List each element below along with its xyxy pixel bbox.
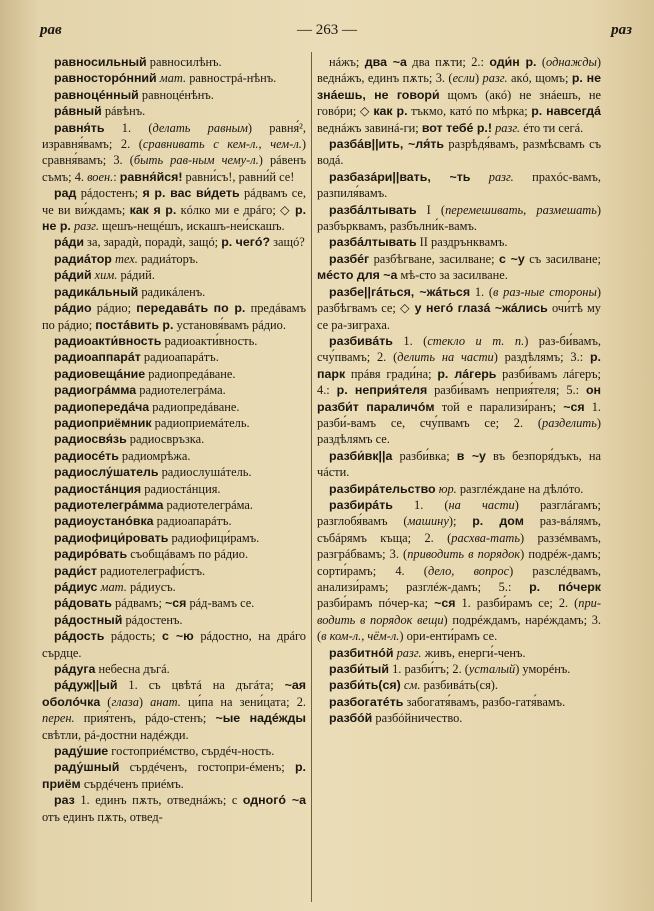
usage-label: мат. xyxy=(159,71,187,86)
headword: равня́ть xyxy=(54,120,105,135)
headword: с ~у xyxy=(499,251,525,266)
dictionary-entry xyxy=(42,185,310,234)
dictionary-entry xyxy=(317,645,601,661)
entry-text: ) раздѣлямъ се. xyxy=(317,415,605,447)
entry-text: очи́тѣ му се ра-зиграха. xyxy=(317,301,605,332)
dictionary-entry xyxy=(42,661,306,677)
headword: ~ся xyxy=(563,399,585,414)
dictionary-entry xyxy=(42,120,310,186)
entry-text: ) разслéдвамъ, анализи́рамъ; разглéж-дамъ; 5.: xyxy=(317,563,605,594)
headword: радиосвя́зь xyxy=(54,432,127,447)
entry-text: небесна дъгá. xyxy=(95,662,170,677)
entry-text: разби́вамъ лáгеръ; 4.: xyxy=(317,366,605,398)
entry-text: разбѣгване, засилване; xyxy=(369,251,499,266)
entry-text: разбóйничество. xyxy=(372,711,463,726)
headword: мéсто для ~а xyxy=(317,268,398,283)
headword: ради́ст xyxy=(54,563,97,578)
dictionary-entry xyxy=(42,333,306,349)
usage-label: расхва-тать xyxy=(451,530,520,545)
headword: радиогрáмма xyxy=(54,383,137,398)
usage-label: хим. xyxy=(94,268,118,283)
dictionary-entry xyxy=(317,251,605,284)
dictionary-entry xyxy=(42,399,306,415)
usage-label: машину xyxy=(407,514,449,529)
column-divider xyxy=(311,52,312,902)
entry-text: съ засилване; xyxy=(524,251,605,266)
entry-text: рáдостенъ; xyxy=(76,186,143,201)
entry-text: тъкмо, катó по мѣрка; xyxy=(407,104,532,119)
headword: р. навсегдá xyxy=(531,104,602,119)
headword: оди́н р. xyxy=(489,55,537,69)
right-column xyxy=(317,54,605,727)
dictionary-entry xyxy=(42,431,306,447)
entry-text: рáдость; xyxy=(104,629,163,644)
dictionary-entry xyxy=(42,448,306,464)
entry-text: прия́тенъ, рáдо-стенъ; xyxy=(74,711,216,726)
dictionary-entry xyxy=(317,169,605,202)
headword: разбáлтывать xyxy=(329,202,417,217)
entry-text: радиоприемáтель. xyxy=(151,415,250,430)
dictionary-entry xyxy=(42,415,306,431)
headword: радиотелегрáмма xyxy=(54,497,164,512)
usage-label: глаза xyxy=(111,694,139,709)
entry-text: ци́па на зени́цата; 2. xyxy=(180,694,310,709)
entry-text: 1. разби́тъ; 2. ( xyxy=(389,662,469,677)
dictionary-entry xyxy=(42,546,306,562)
dictionary-entry xyxy=(42,628,310,661)
dictionary-entry xyxy=(317,54,605,136)
headword: рáдуга xyxy=(54,662,96,677)
dictionary-entry xyxy=(42,87,306,103)
dictionary-entry xyxy=(42,513,306,529)
headword: рáдий xyxy=(54,268,92,283)
headword: рáдостный xyxy=(54,612,123,627)
entry-text: установя́вамъ рáдио. xyxy=(173,317,286,332)
dictionary-entry xyxy=(317,481,601,497)
headword: равня́йся! xyxy=(119,169,183,184)
entry-text: ( xyxy=(100,694,112,709)
headword: р. лáгерь xyxy=(437,366,497,381)
entry-text: 1. разби́-вамъ се, счу́пвамъ се; 2. ( xyxy=(317,399,605,430)
entry-text: радиопредáване. xyxy=(145,366,236,381)
entry-text: разрѣдя́вамъ, размѣсвамъ съ водá. xyxy=(317,137,605,168)
headword: радиоаппарáт xyxy=(54,350,141,365)
headword: разбогатéть xyxy=(329,694,404,709)
usage-label: однажды xyxy=(546,55,597,69)
dictionary-entry xyxy=(317,284,605,333)
dictionary-entry xyxy=(317,234,601,250)
header-left-guide-word: рав xyxy=(40,22,62,38)
usage-label: разг. xyxy=(482,71,508,86)
usage-label: делать равным xyxy=(152,120,248,135)
entry-text: ) ори-енти́рамъ се. xyxy=(399,629,498,644)
usage-label: тех. xyxy=(115,251,138,266)
entry-text: ( xyxy=(536,55,547,69)
headword: раду́шие xyxy=(54,744,109,759)
headword: передавáть по р. xyxy=(136,301,246,316)
entry-text: 1. съ цвѣтá на дъгáта; xyxy=(117,678,285,693)
headword: радиоприёмник xyxy=(54,415,152,430)
entry-text: той е парализи́ранъ; xyxy=(434,399,564,414)
entry-text: свѣтли, рá-достни надéжди. xyxy=(42,711,310,742)
headword: равноцéнный xyxy=(54,87,139,102)
headword: постáвить р. xyxy=(95,317,174,332)
entry-text: радиотелеграфи́стъ. xyxy=(96,563,206,578)
entry-text: отъ единъ пѫть, отвед- xyxy=(42,793,310,824)
usage-label: быть рав-ным чему-л. xyxy=(133,153,259,168)
headword: р. не р. xyxy=(42,202,310,234)
entry-text: ) уморéнъ. xyxy=(515,662,571,677)
dictionary-entry xyxy=(42,251,306,267)
usage-label: приводить в порядок xyxy=(407,547,521,562)
entry-text: равносилѣнъ. xyxy=(146,55,222,69)
headword: разбе||гáться, ~жáться xyxy=(329,284,471,299)
usage-label: разг. xyxy=(495,120,521,135)
headword: разби́тый xyxy=(329,662,389,677)
entry-text: сърдéченъ, гостопри-éменъ; xyxy=(119,760,295,775)
entry-text: разби́вка; xyxy=(392,448,457,463)
entry-text: ) разглáгамъ; разглобя́вамъ ( xyxy=(317,497,605,529)
dictionary-entry xyxy=(42,792,310,825)
dictionary-entry xyxy=(42,563,306,579)
entry-text: предáвамъ по рáдио; xyxy=(42,301,310,332)
headword: как я р. xyxy=(129,202,177,217)
dictionary-entry xyxy=(42,103,306,119)
headword: разби́вк||а xyxy=(329,448,393,463)
dictionary-entry xyxy=(42,677,310,743)
dictionary-entry xyxy=(42,54,306,70)
usage-label: дело, вопрос xyxy=(427,563,510,578)
dictionary-entry xyxy=(42,759,310,792)
usage-label: см. xyxy=(403,678,421,693)
headword: раду́шный xyxy=(54,760,120,775)
dictionary-entry xyxy=(317,448,605,481)
dictionary-entry xyxy=(42,579,306,595)
headword: я р. вас ви́деть xyxy=(142,186,240,201)
entry-text: кóлко ми е дрáго; ◇ xyxy=(176,202,295,217)
entry-text: защó? xyxy=(270,235,305,250)
entry-text: рáдиусъ. xyxy=(126,580,176,594)
entry-text: ) раздѣлямъ; 3.: xyxy=(493,350,590,365)
dictionary-entry xyxy=(317,497,605,645)
usage-label: перемешивать, размешать xyxy=(445,202,597,217)
headword: разбивáть xyxy=(329,333,393,348)
usage-label: перен. xyxy=(42,711,75,726)
entry-text: 1. ( xyxy=(104,120,153,135)
entry-text: ) веднáжъ, единъ пѫть; 3. ( xyxy=(317,55,605,86)
entry-text: радиостáнция. xyxy=(141,481,221,496)
headword: р. пóчерк xyxy=(529,580,601,594)
entry-text: равнострá-нѣнъ. xyxy=(186,71,277,86)
dictionary-entry xyxy=(317,694,601,710)
entry-text: за, зарадѝ, порадѝ, защó; xyxy=(83,235,222,250)
usage-label: если xyxy=(452,71,475,86)
entry-text: I ( xyxy=(416,202,446,217)
usage-label: на части xyxy=(448,497,515,512)
entry-text: радиопредáване. xyxy=(149,399,240,414)
entry-text: разбивáть(ся). xyxy=(420,678,499,693)
entry-text: радиофици́рамъ. xyxy=(168,530,260,545)
headword: раз xyxy=(54,793,75,808)
dictionary-entry xyxy=(317,710,601,726)
entry-text: разби́рамъ пóчер-ка; xyxy=(317,580,605,611)
usage-label: усталый xyxy=(468,662,516,677)
headword: ~ся xyxy=(165,596,187,611)
entry-text: ) разбѣгвамъ се; ◇ xyxy=(317,284,605,316)
dictionary-entry xyxy=(317,333,605,448)
entry-text: рáдио; xyxy=(91,301,137,316)
usage-label: анат. xyxy=(150,694,181,709)
entry-text: раз-вáлямъ, събáрямъ къща; 2. ( xyxy=(317,514,605,545)
dictionary-entry xyxy=(317,202,605,235)
usage-label: воен. xyxy=(87,169,114,184)
headword: ~ая оболóчка xyxy=(42,678,310,709)
headword: радиáтор xyxy=(54,251,112,266)
dictionary-entry xyxy=(317,677,601,693)
entry-text: радиáторъ. xyxy=(137,251,199,266)
dictionary-entry xyxy=(42,743,306,759)
entry-text: ) рáвенъ съмъ; 4. xyxy=(42,153,310,184)
entry-text: радиоакти́вность. xyxy=(161,333,258,348)
entry-text: щешъ-нещéшъ, искашъ-неи́скашъ. xyxy=(98,219,285,234)
headword: ~ся xyxy=(434,596,456,611)
entry-text: 1. единъ пѫть, отведнáжъ; с xyxy=(74,793,243,808)
headword: радикáльный xyxy=(54,284,139,299)
headword: рáдиус xyxy=(54,580,98,594)
entry-text: съобщáвамъ по рáдио. xyxy=(127,547,249,562)
entry-text: разби́вамъ неприя́теля; 5.: xyxy=(427,383,586,398)
entry-text: разглéждане на дѣлóто. xyxy=(456,481,584,496)
headword: р. неприя́теля xyxy=(336,383,428,398)
entry-text: радиотелегрáма. xyxy=(136,383,226,398)
headword: разбáлтывать xyxy=(329,235,417,250)
entry-text: гостоприéмство, сърдéч-ность. xyxy=(108,744,275,759)
entry-text: живъ, енерги́-ченъ. xyxy=(421,645,526,660)
entry-text: ) равня́², изравня́вамъ; 2. ( xyxy=(42,120,310,152)
entry-text: 1. ( xyxy=(470,284,493,299)
headword: разбирáть xyxy=(329,497,393,512)
entry-text: ) xyxy=(138,694,151,709)
entry-text: акó, щомъ; xyxy=(507,71,572,86)
usage-label: делить на части xyxy=(397,350,494,365)
headword: рáвный xyxy=(54,104,102,119)
header-right-guide-word: раз xyxy=(611,22,632,38)
headword: радиоакти́вность xyxy=(54,333,162,348)
entry-text: два пѫти; 2.: xyxy=(406,55,490,69)
entry-text: мѣ-сто за засилване. xyxy=(397,268,508,283)
headword: рáдио xyxy=(54,301,92,316)
entry-text: ) разбърквамъ, разбълни́к-вамъ. xyxy=(317,202,605,234)
entry-text: рáдостно, на дрáго сърдце. xyxy=(42,629,310,660)
dictionary-entry xyxy=(42,481,306,497)
dictionary-entry xyxy=(42,497,306,513)
page-number: — 263 — xyxy=(297,22,357,38)
usage-label: разг. xyxy=(73,219,99,234)
dictionary-entry xyxy=(317,136,605,169)
headword: разбирáтельство xyxy=(329,481,436,496)
headword: р. дом xyxy=(472,514,524,529)
entry-text: радикáленъ. xyxy=(138,284,206,299)
dictionary-entry xyxy=(42,300,310,333)
dictionary-entry xyxy=(42,366,306,382)
entry-text: веднáжъ завинá-ги; xyxy=(317,104,605,135)
entry-text: радиоапарáтъ. xyxy=(153,514,232,529)
dictionary-entry xyxy=(42,464,306,480)
headword: разбазáри||вать, ~ть xyxy=(329,169,471,184)
headword: равносторóнний xyxy=(54,71,157,86)
headword: рáди xyxy=(54,235,84,250)
usage-label: сравнивать с кем-л., чем-л. xyxy=(142,137,302,152)
headword: рáдуж||ый xyxy=(54,678,118,693)
headword: равносильный xyxy=(54,55,147,69)
dictionary-entry xyxy=(42,612,306,628)
dictionary-entry xyxy=(42,70,306,86)
entry-text: прáвя гради́на; xyxy=(345,366,438,381)
usage-label: мат. xyxy=(100,580,127,594)
entry-text: въ безпоря́дъкъ, на чáсти. xyxy=(317,448,605,480)
headword: одногó ~а xyxy=(242,793,306,808)
headword: вот тебé р.! xyxy=(421,120,492,135)
usage-label: юр. xyxy=(438,481,457,496)
headword: рáдовать xyxy=(54,596,112,611)
usage-label: при-водить в порядок вещи xyxy=(317,596,601,627)
headword: разбóй xyxy=(329,711,373,726)
entry-text: ) сравня́вамъ; 3. ( xyxy=(42,137,310,168)
dictionary-entry xyxy=(42,530,306,546)
headword: рад xyxy=(54,186,77,201)
usage-label: в ком-л., чём-л. xyxy=(321,629,400,644)
entry-text: нáжъ; xyxy=(329,55,365,69)
headword: с ~ю xyxy=(162,629,194,644)
dictionary-entry xyxy=(42,349,306,365)
entry-text: сърдéченъ приéмъ. xyxy=(80,776,184,791)
entry-text: радиотелегрáма. xyxy=(163,497,253,512)
headword: как р. xyxy=(373,104,408,119)
entry-text: 1. ( xyxy=(392,333,428,348)
headword: у негó глазá ~жáлись xyxy=(414,301,548,316)
headword: он разби́т параличóм xyxy=(317,383,605,414)
entry-text: 1. разби́рамъ се; 2. ( xyxy=(455,596,579,611)
headword: радиофици́ровать xyxy=(54,530,169,545)
entry-text: ); xyxy=(448,514,473,529)
entry-text: радиослушáтель. xyxy=(158,465,252,480)
entry-text: щомъ (акó) не знáешъ, не говóри; ◇ xyxy=(317,87,605,119)
headword: радиопередáча xyxy=(54,399,150,414)
entry-text: рáдвамъ се, че ви ви́ждамъ; xyxy=(42,186,310,217)
headword: рáдость xyxy=(54,629,105,644)
dictionary-entry xyxy=(42,284,306,300)
entry-text: рáдвамъ; xyxy=(111,596,166,611)
entry-text: рáдий. xyxy=(117,268,155,283)
headword: разби́ть(ся) xyxy=(329,678,401,693)
entry-text: ) раззéмвамъ, разгрáбвамъ; 3. ( xyxy=(317,530,605,562)
headword: р. чегó? xyxy=(221,235,271,250)
dictionary-entry xyxy=(42,267,306,283)
headword: радирóвать xyxy=(54,547,128,562)
headword: в ~у xyxy=(456,448,486,463)
entry-text: радиомрѣжа. xyxy=(118,448,191,463)
entry-text: рáвѣнъ. xyxy=(101,104,146,119)
entry-text: рáдостенъ. xyxy=(122,612,183,627)
usage-label: разделить xyxy=(542,415,597,430)
entry-text: равни́съ!, равни́й се! xyxy=(182,169,295,184)
headword: радиослу́шатель xyxy=(54,465,159,480)
dictionary-entry xyxy=(42,595,306,611)
usage-label: стекло и т. п. xyxy=(427,333,525,348)
entry-text: прахóс-вамъ, разпиля́вамъ. xyxy=(317,169,605,201)
headword: радиосéть xyxy=(54,448,119,463)
entry-text: ) подрéждамъ, нарéждамъ; 3. ( xyxy=(317,612,605,644)
headword: р. парк xyxy=(317,350,605,381)
entry-text xyxy=(470,170,488,184)
usage-label: разг. xyxy=(396,645,422,660)
headword: р. приём xyxy=(42,760,310,791)
entry-text: рáд-вамъ се. xyxy=(186,596,255,611)
headword: разбитнóй xyxy=(329,645,394,660)
headword: два ~а xyxy=(364,55,407,69)
entry-text: равноцéнѣнъ. xyxy=(138,87,214,102)
entry-text: радиосвръзка. xyxy=(126,432,205,447)
usage-label: в раз-ные стороны xyxy=(493,284,597,299)
entry-text: ) xyxy=(475,71,483,86)
headword: р. не знáешь, не говори́ xyxy=(317,71,605,102)
entry-text: éто ти сегá. xyxy=(520,120,584,135)
headword: радиостáнция xyxy=(54,481,142,496)
dictionary-entry xyxy=(42,234,306,250)
page-header xyxy=(0,22,654,44)
usage-label: разг. xyxy=(488,169,514,184)
dictionary-entry xyxy=(42,382,306,398)
dictionary-entry xyxy=(317,661,601,677)
entry-text: 1. ( xyxy=(392,497,449,512)
left-column xyxy=(42,54,310,825)
headword: радиовещáние xyxy=(54,366,146,381)
entry-text: ) подрéж-дамъ; сорти́рамъ; 4. ( xyxy=(317,547,605,578)
entry-text: ) раз-би́вамъ, счу́пвамъ; 2. ( xyxy=(317,333,605,365)
headword: ~ые надéжды xyxy=(215,711,306,726)
headword: разбéг xyxy=(329,251,370,266)
entry-text: : xyxy=(113,169,120,184)
entry-text: забогатя́вамъ, разбо-гатя́вамъ. xyxy=(403,694,566,709)
entry-text: радиоапарáтъ. xyxy=(140,350,219,365)
headword: разбáв||ить, ~ля́ть xyxy=(329,137,445,152)
entry-text: II раздрънквамъ. xyxy=(416,235,508,250)
headword: радиоустанóвка xyxy=(54,514,154,529)
